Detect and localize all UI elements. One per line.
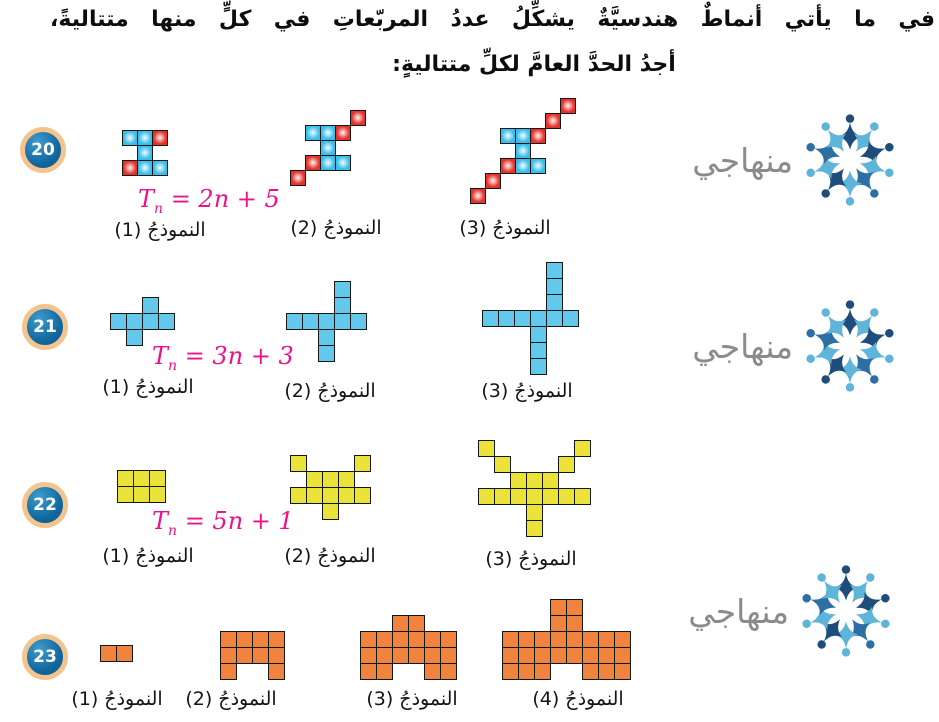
pattern-square — [268, 647, 285, 664]
pattern-square — [502, 631, 519, 648]
pattern-square — [137, 130, 153, 146]
pattern-square — [360, 663, 377, 680]
pattern-square — [478, 440, 495, 457]
pattern-square — [335, 155, 351, 171]
pattern-square — [526, 520, 543, 537]
pattern-square — [133, 470, 150, 487]
pattern-square — [614, 663, 631, 680]
pattern-square — [305, 125, 321, 141]
label-23-model-3: النموذجُ (3) — [366, 688, 458, 710]
pattern-square — [440, 631, 457, 648]
pattern-22-model-3 — [478, 440, 591, 537]
label-20-model-1: النموذجُ (1) — [114, 219, 206, 241]
pattern-square — [515, 128, 531, 144]
problem-20-number: 20 — [31, 140, 55, 160]
pattern-square — [550, 615, 567, 632]
pattern-square — [526, 488, 543, 505]
pattern-21-model-3 — [482, 262, 579, 375]
pattern-square — [126, 329, 143, 346]
pattern-square — [546, 278, 563, 295]
label-20-model-2: النموذجُ (2) — [290, 217, 382, 239]
pattern-square — [614, 647, 631, 664]
pattern-square — [335, 125, 351, 141]
pattern-square — [440, 647, 457, 664]
pattern-square — [322, 503, 339, 520]
pattern-square — [236, 647, 253, 664]
pattern-square — [562, 310, 579, 327]
pattern-square — [142, 297, 159, 314]
pattern-square — [545, 113, 561, 129]
pattern-square — [334, 281, 351, 298]
pattern-square — [482, 310, 499, 327]
pattern-square — [558, 488, 575, 505]
pattern-20-model-3 — [470, 98, 576, 204]
pattern-square — [408, 647, 425, 664]
pattern-21-model-2 — [286, 281, 367, 362]
pattern-square — [526, 472, 543, 489]
pattern-square — [440, 663, 457, 680]
pattern-square — [392, 631, 409, 648]
manhaji-emblem-icon — [803, 299, 897, 393]
formula-22-lhs: T — [152, 507, 169, 535]
pattern-square — [614, 631, 631, 648]
pattern-square — [320, 140, 336, 156]
pattern-square — [354, 487, 371, 504]
pattern-square — [408, 631, 425, 648]
pattern-square — [158, 313, 175, 330]
instruction-line-2: أجدُ الحدَّ العامَّ لكلِّ متتاليةٍ: — [392, 52, 676, 77]
pattern-square — [582, 631, 599, 648]
pattern-square — [515, 158, 531, 174]
pattern-square — [510, 472, 527, 489]
pattern-square — [546, 310, 563, 327]
pattern-square — [220, 631, 237, 648]
pattern-square — [320, 155, 336, 171]
pattern-22-model-1 — [117, 470, 166, 503]
pattern-square — [320, 125, 336, 141]
pattern-square — [306, 487, 323, 504]
pattern-square — [546, 262, 563, 279]
pattern-square — [470, 188, 486, 204]
pattern-square — [424, 647, 441, 664]
pattern-square — [566, 615, 583, 632]
pattern-square — [236, 631, 253, 648]
pattern-square — [376, 647, 393, 664]
pattern-square — [598, 631, 615, 648]
pattern-square — [530, 358, 547, 375]
formula-20-lhs: T — [138, 185, 155, 213]
pattern-square — [306, 471, 323, 488]
pattern-square — [220, 663, 237, 680]
pattern-square — [100, 645, 117, 662]
pattern-square — [376, 631, 393, 648]
pattern-square — [550, 647, 567, 664]
pattern-square — [110, 313, 127, 330]
pattern-square — [515, 143, 531, 159]
pattern-square — [478, 488, 495, 505]
manhaji-logo-1 — [682, 112, 897, 208]
pattern-square — [526, 504, 543, 521]
pattern-square — [518, 631, 535, 648]
pattern-square — [550, 631, 567, 648]
pattern-square — [350, 110, 366, 126]
pattern-square — [558, 456, 575, 473]
label-20-model-3: النموذجُ (3) — [459, 217, 551, 239]
pattern-square — [392, 615, 409, 632]
manhaji-logo-text: منهاجي — [692, 140, 793, 180]
pattern-square — [566, 631, 583, 648]
manhaji-logo-text: منهاجي — [688, 591, 789, 631]
pattern-23-model-1 — [100, 645, 133, 662]
label-21-model-2: النموذجُ (2) — [284, 380, 376, 402]
instruction-line-1: في ما يأتي أنماطٌ هندسيَّةٌ يشكِّلُ عددُ المربّعاتِ في كلٍّ منها متتاليةً، — [50, 7, 935, 32]
problem-21-badge — [22, 304, 68, 350]
pattern-square — [122, 130, 138, 146]
manhaji-logo-text: منهاجي — [692, 326, 793, 366]
pattern-square — [424, 663, 441, 680]
pattern-square — [334, 313, 351, 330]
formula-22 — [152, 507, 294, 539]
pattern-square — [305, 155, 321, 171]
pattern-21-model-1 — [110, 297, 175, 346]
pattern-square — [152, 160, 168, 176]
pattern-square — [498, 310, 515, 327]
pattern-square — [268, 663, 285, 680]
manhaji-emblem-icon — [803, 113, 897, 207]
pattern-square — [149, 486, 166, 503]
problem-20-badge — [20, 127, 66, 173]
pattern-square — [500, 158, 516, 174]
pattern-square — [530, 158, 546, 174]
pattern-23-model-3 — [360, 615, 457, 680]
pattern-square — [502, 663, 519, 680]
pattern-square — [518, 663, 535, 680]
pattern-square — [268, 631, 285, 648]
pattern-square — [494, 488, 511, 505]
pattern-square — [560, 98, 576, 114]
pattern-square — [334, 297, 351, 314]
pattern-square — [530, 342, 547, 359]
formula-21-lhs: T — [152, 342, 169, 370]
pattern-square — [137, 145, 153, 161]
pattern-square — [534, 631, 551, 648]
pattern-square — [322, 487, 339, 504]
formula-22-rhs: = 5n + 1 — [184, 507, 294, 535]
pattern-square — [290, 170, 306, 186]
label-23-model-1: النموذجُ (1) — [71, 688, 163, 710]
pattern-square — [542, 472, 559, 489]
formula-20 — [138, 185, 280, 217]
pattern-square — [350, 313, 367, 330]
pattern-23-model-4 — [502, 599, 631, 680]
manhaji-logo-2 — [682, 298, 897, 394]
label-23-model-2: النموذجُ (2) — [185, 688, 277, 710]
pattern-20-model-2 — [290, 110, 366, 186]
label-22-model-2: النموذجُ (2) — [284, 545, 376, 567]
pattern-square — [546, 294, 563, 311]
pattern-square — [485, 173, 501, 189]
pattern-square — [574, 488, 591, 505]
pattern-square — [137, 160, 153, 176]
pattern-22-model-2 — [290, 455, 371, 520]
problem-23-number: 23 — [33, 647, 57, 667]
formula-21-rhs: = 3n + 3 — [184, 342, 294, 370]
pattern-23-model-2 — [220, 631, 285, 680]
pattern-square — [286, 313, 303, 330]
pattern-square — [360, 631, 377, 648]
pattern-square — [514, 310, 531, 327]
pattern-square — [322, 471, 339, 488]
pattern-square — [566, 599, 583, 616]
label-22-model-3: النموذجُ (3) — [485, 548, 577, 570]
pattern-square — [290, 455, 307, 472]
problem-22-badge — [22, 482, 68, 528]
pattern-square — [149, 470, 166, 487]
pattern-square — [318, 329, 335, 346]
pattern-square — [117, 486, 134, 503]
label-21-model-1: النموذجُ (1) — [102, 376, 194, 398]
formula-21 — [152, 342, 294, 374]
label-22-model-1: النموذجُ (1) — [102, 545, 194, 567]
pattern-square — [582, 663, 599, 680]
pattern-square — [302, 313, 319, 330]
pattern-square — [534, 663, 551, 680]
pattern-square — [530, 326, 547, 343]
label-21-model-3: النموذجُ (3) — [481, 380, 573, 402]
pattern-square — [550, 599, 567, 616]
manhaji-emblem-icon — [799, 564, 893, 658]
pattern-square — [116, 645, 133, 662]
pattern-square — [598, 647, 615, 664]
pattern-square — [502, 647, 519, 664]
pattern-square — [318, 345, 335, 362]
pattern-square — [510, 488, 527, 505]
problem-23-badge — [22, 634, 68, 680]
pattern-square — [542, 488, 559, 505]
pattern-square — [360, 647, 377, 664]
pattern-square — [126, 313, 143, 330]
formula-22-sub: n — [168, 522, 178, 539]
pattern-square — [142, 313, 159, 330]
pattern-square — [408, 615, 425, 632]
pattern-square — [534, 647, 551, 664]
pattern-square — [338, 471, 355, 488]
pattern-square — [392, 647, 409, 664]
pattern-square — [220, 647, 237, 664]
formula-21-sub: n — [168, 357, 178, 374]
pattern-square — [566, 647, 583, 664]
pattern-square — [252, 631, 269, 648]
pattern-square — [530, 128, 546, 144]
pattern-square — [133, 486, 150, 503]
pattern-square — [338, 487, 355, 504]
problem-21-number: 21 — [33, 317, 57, 337]
pattern-square — [530, 310, 547, 327]
pattern-square — [574, 440, 591, 457]
pattern-square — [354, 455, 371, 472]
pattern-square — [582, 647, 599, 664]
pattern-square — [318, 313, 335, 330]
formula-20-sub: n — [154, 200, 164, 217]
pattern-square — [598, 663, 615, 680]
label-23-model-4: النموذجُ (4) — [532, 688, 624, 710]
pattern-20-model-1 — [122, 130, 168, 176]
pattern-square — [518, 647, 535, 664]
pattern-square — [152, 130, 168, 146]
pattern-square — [376, 663, 393, 680]
problem-22-number: 22 — [33, 495, 57, 515]
pattern-square — [252, 647, 269, 664]
formula-20-rhs: = 2n + 5 — [170, 185, 280, 213]
pattern-square — [500, 128, 516, 144]
pattern-square — [117, 470, 134, 487]
pattern-square — [424, 631, 441, 648]
manhaji-logo-3 — [678, 563, 893, 659]
pattern-square — [290, 487, 307, 504]
pattern-square — [122, 160, 138, 176]
pattern-square — [494, 456, 511, 473]
